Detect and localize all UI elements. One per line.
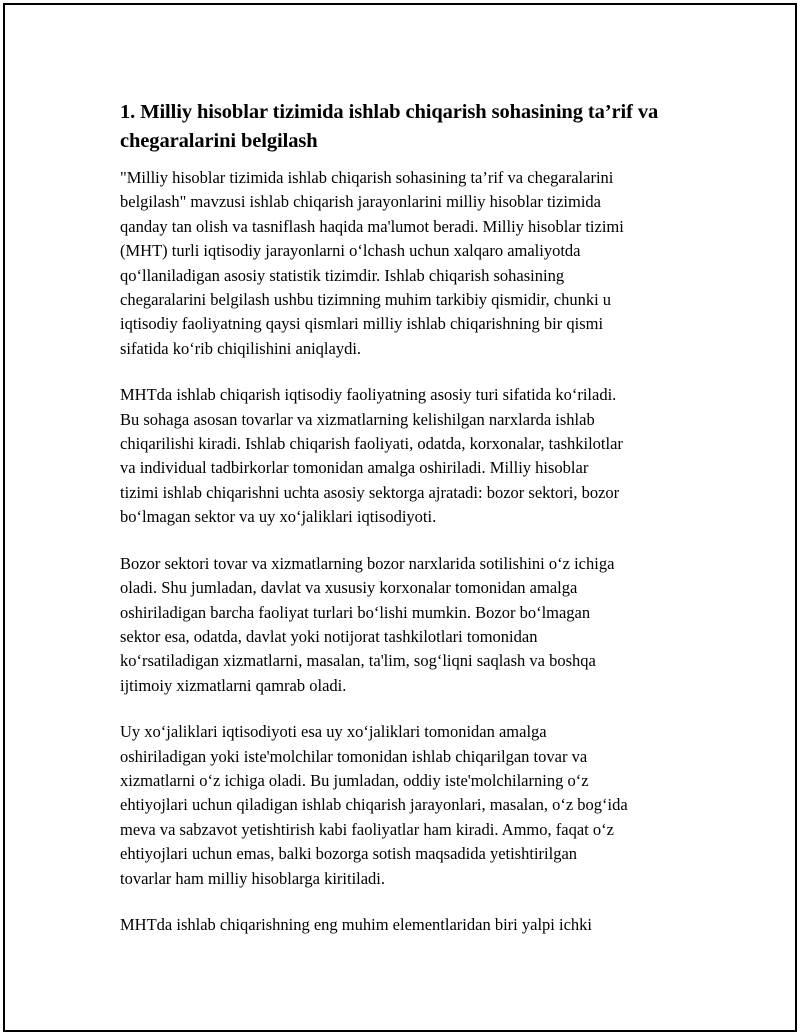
paragraph-gdp	[120, 913, 695, 937]
text-line: chegaralarini belgilash ushbu tizimning muhim tarkibiy qismidir, chunki u	[120, 290, 612, 310]
text-line: xizmatlarni oʻz ichiga oladi. Bu jumladan, oddiy iste'molchilarning oʻz	[120, 770, 589, 790]
text-line: qoʻllaniladigan asosiy statistik tizimdir. Ishlab chiqarish sohasining	[120, 265, 565, 285]
heading-line: 1. Milliy hisoblar tizimida ishlab chiqarish sohasining ta’rif va	[120, 101, 659, 123]
paragraph-intro	[120, 166, 695, 361]
document-page	[3, 3, 797, 1032]
text-line: belgilash" mavzusi ishlab chiqarish jarayonlarini milliy hisoblar tizimida	[120, 192, 602, 212]
paragraph-market-sector	[120, 552, 695, 698]
text-line: MHTda ishlab chiqarish iqtisodiy faoliyatning asosiy turi sifatida koʻriladi.	[120, 385, 617, 405]
text-line: Bozor sektori tovar va xizmatlarning bozor narxlarida sotilishini oʻz ichiga	[120, 553, 615, 573]
text-line: tizimi ishlab chiqarishni uchta asosiy sektorga ajratadi: bozor sektori, bozor	[120, 482, 620, 502]
heading-line: chegaralarini belgilash	[120, 130, 318, 152]
text-line: iqtisodiy faoliyatning qaysi qismlari milliy ishlab chiqarishning bir qismi	[120, 314, 604, 334]
text-line: ehtiyojlari uchun emas, balki bozorga sotish maqsadida yetishtirilgan	[120, 844, 578, 864]
paragraph-household-economy	[120, 720, 695, 891]
text-line: boʻlmagan sektor va uy xoʻjaliklari iqtisodiyoti.	[120, 507, 437, 527]
text-line: ehtiyojlari uchun qiladigan ishlab chiqarish jarayonlari, masalan, oʻz bogʻida	[120, 795, 628, 815]
text-line: tovarlar ham milliy hisoblarga kiritiladi.	[120, 868, 386, 888]
text-line: sektor esa, odatda, davlat yoki notijorat tashkilotlari tomonidan	[120, 626, 538, 646]
text-line: MHTda ishlab chiqarishning eng muhim elementlaridan biri yalpi ichki	[120, 914, 592, 934]
text-line: koʻrsatiladigan xizmatlarni, masalan, ta'lim, sogʻliqni saqlash va boshqa	[120, 651, 596, 671]
text-line: sifatida koʻrib chiqilishini aniqlaydi.	[120, 338, 362, 358]
text-line: oshiriladigan yoki iste'molchilar tomonidan ishlab chiqarilgan tovar va	[120, 746, 588, 766]
text-line: ijtimoiy xizmatlarni qamrab oladi.	[120, 675, 347, 695]
paragraph-production-definition	[120, 383, 695, 529]
text-line: va individual tadbirkorlar tomonidan amalga oshiriladi. Milliy hisoblar	[120, 458, 589, 478]
text-line: Bu sohaga asosan tovarlar va xizmatlarning kelishilgan narxlarda ishlab	[120, 409, 595, 429]
section-heading	[120, 98, 695, 156]
text-line: (MHT) turli iqtisodiy jarayonlarni oʻlchash uchun xalqaro amaliyotda	[120, 241, 581, 261]
text-line: oladi. Shu jumladan, davlat va xususiy korxonalar tomonidan amalga	[120, 578, 578, 598]
text-line: meva va sabzavot yetishtirish kabi faoliyatlar ham kiradi. Ammo, faqat oʻz	[120, 819, 614, 839]
text-line: oshiriladigan barcha faoliyat turlari boʻlishi mumkin. Bozor boʻlmagan	[120, 602, 591, 622]
text-line: qanday tan olish va tasniflash haqida ma'lumot beradi. Milliy hisoblar tizimi	[120, 216, 624, 236]
text-line: chiqarilishi kiradi. Ishlab chiqarish faoliyati, odatda, korxonalar, tashkilotlar	[120, 434, 623, 454]
text-line: "Milliy hisoblar tizimida ishlab chiqarish sohasining ta’rif va chegaralarini	[120, 168, 614, 187]
document-body	[120, 98, 695, 959]
text-line: Uy xoʻjaliklari iqtisodiyoti esa uy xoʻjaliklari tomonidan amalga	[120, 722, 547, 742]
